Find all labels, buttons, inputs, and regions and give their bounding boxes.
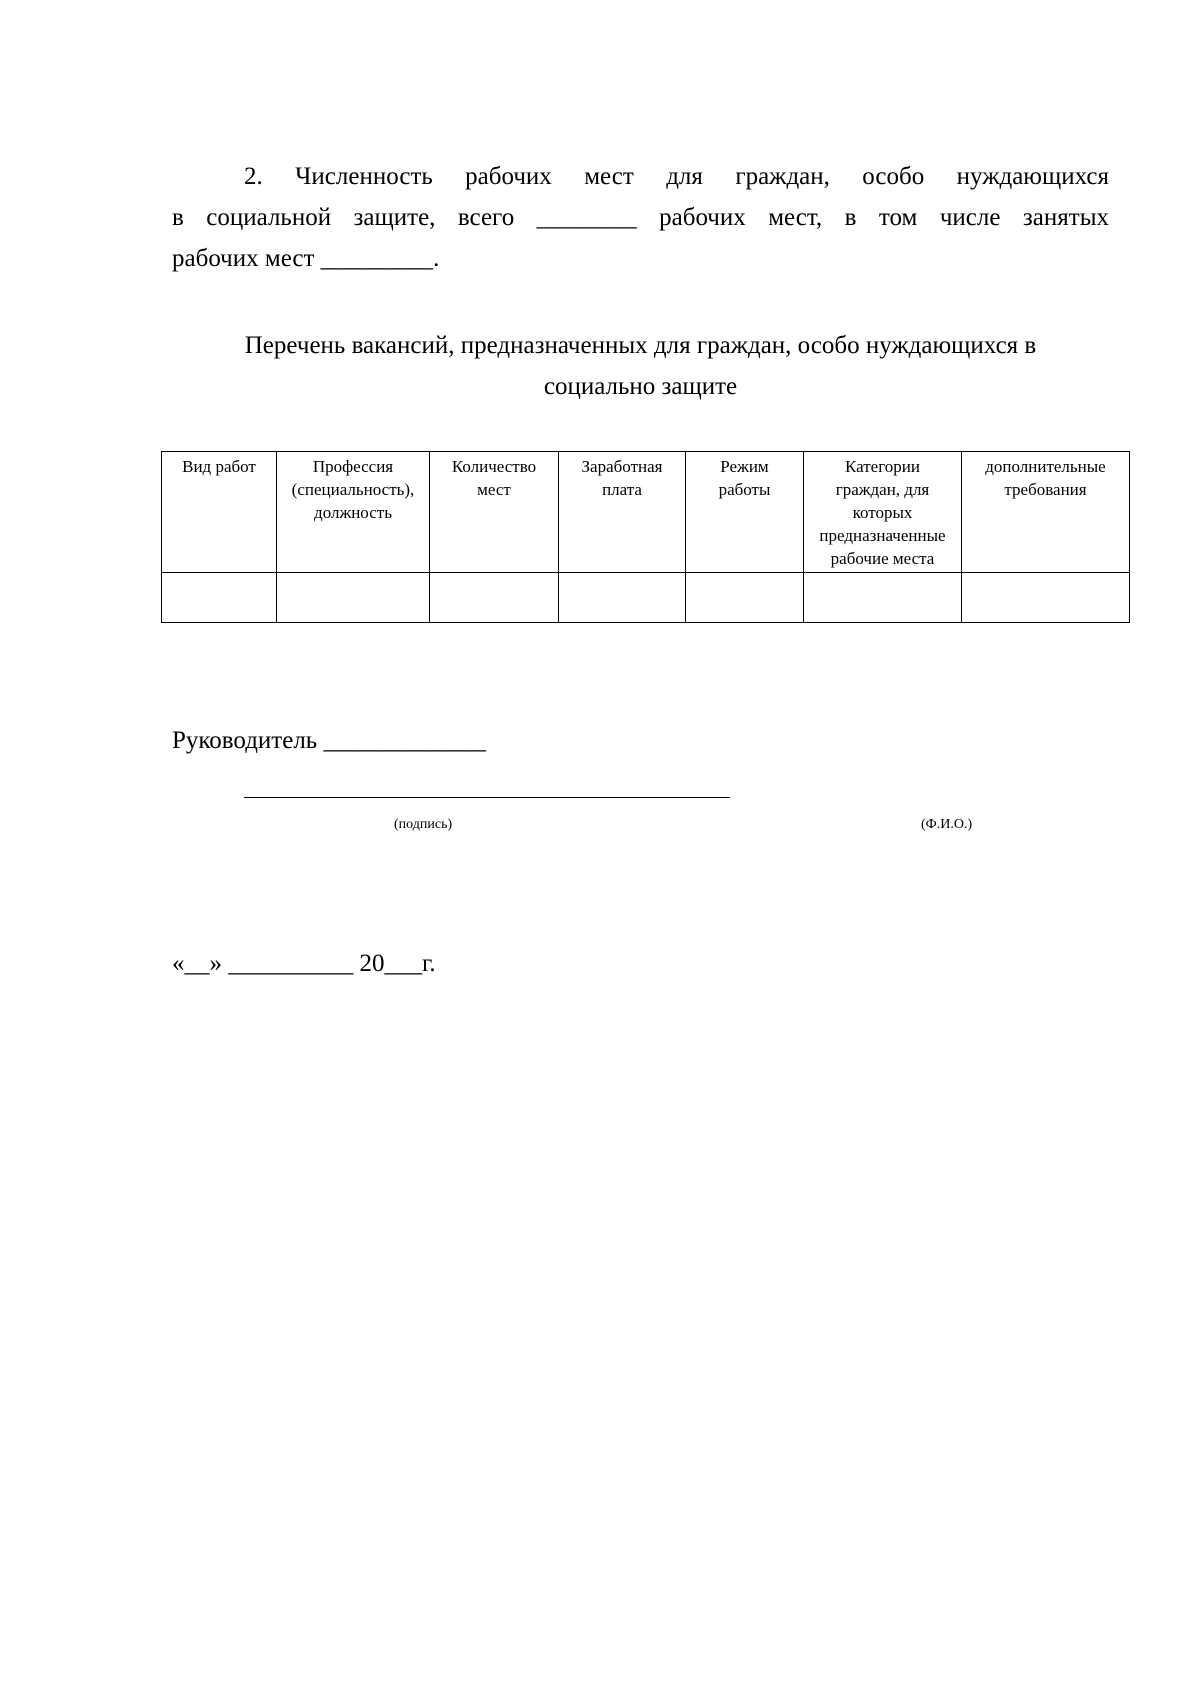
table-cell[interactable]	[804, 573, 962, 623]
col-header-work-mode: Режим работы	[686, 452, 804, 573]
heading-line: Перечень вакансий, предназначенных для граждан, особо нуждающихся в	[244, 332, 1037, 359]
signature-line	[244, 797, 730, 798]
table-header-row	[162, 452, 1130, 573]
table-cell[interactable]	[277, 573, 430, 623]
paragraph-line: 2. Численность рабочих мест для граждан, особо нуждающихся	[244, 163, 1109, 190]
vacancy-table	[161, 451, 1130, 623]
paragraph-line: в социальной защите, всего ________ рабочих мест, в том числе занятых	[172, 204, 1109, 231]
col-header-work-type: Вид работ	[162, 452, 277, 573]
heading-line: социально защите	[543, 373, 738, 400]
col-header-categories: Категории граждан, для которых предназначенные рабочие места	[804, 452, 962, 573]
table-cell[interactable]	[162, 573, 277, 623]
signature-caption: (подпись)	[394, 817, 453, 832]
name-caption: (Ф.И.О.)	[921, 817, 973, 832]
col-header-profession: Профессия (специальность), должность	[277, 452, 430, 573]
col-header-quantity: Количество мест	[430, 452, 559, 573]
paragraph-line: рабочих мест _________.	[172, 245, 440, 272]
date-field: «__» __________ 20___г.	[172, 950, 436, 977]
paragraph-workplaces	[172, 156, 1109, 279]
table-cell[interactable]	[686, 573, 804, 623]
col-header-requirements: дополнительные требования	[962, 452, 1130, 573]
table-cell[interactable]	[962, 573, 1130, 623]
table-cell[interactable]	[559, 573, 686, 623]
section-heading	[172, 325, 1109, 407]
table-cell[interactable]	[430, 573, 559, 623]
col-header-salary: Заработная плата	[559, 452, 686, 573]
head-signature-label: Руководитель _____________	[172, 727, 486, 754]
table-row	[162, 573, 1130, 623]
